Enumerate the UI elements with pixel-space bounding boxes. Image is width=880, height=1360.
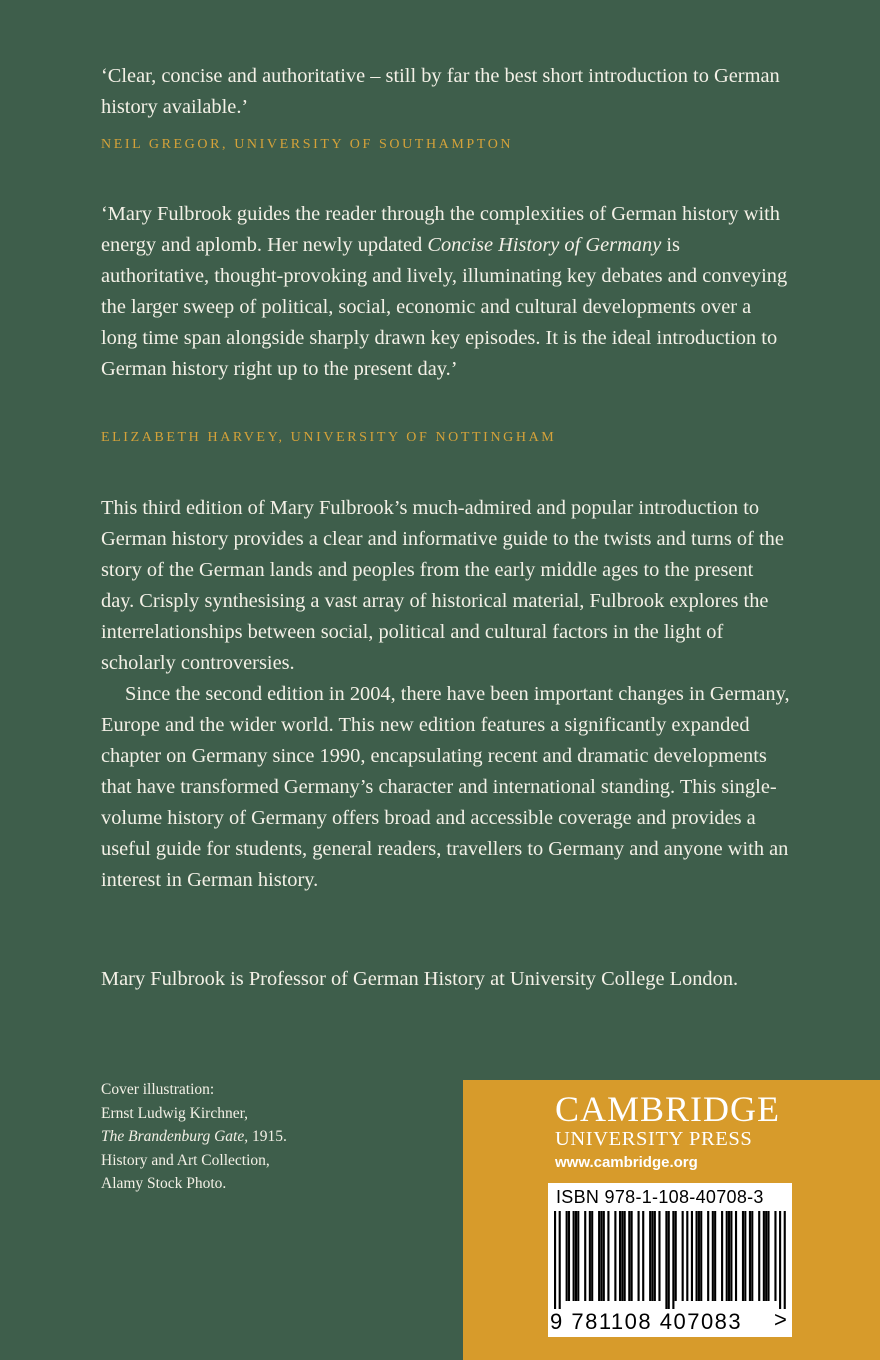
quote-gregor: ‘Clear, concise and authoritative – still by far the best short introduction to German history available.’: [101, 65, 780, 118]
barcode-bar: [758, 1211, 760, 1301]
barcode-bar: [554, 1211, 556, 1309]
description-paragraph-2: Since the second edition in 2004, there have been important changes in Germany, Europe and the wider world. This new edition features a significantly expanded chapter on Germany since 1990, encapsulating recent and dramatic developments that have transformed Germany’s character and international standing. This single-volume history of Germany offers broad and accessible coverage and provides a useful guide for students, general readers, travellers to Germany and anyone with an interest in German history.: [101, 683, 790, 891]
barcode-bar: [765, 1211, 767, 1301]
barcode-bar: [649, 1211, 651, 1301]
barcode-bar: [784, 1211, 786, 1309]
barcode-bar: [779, 1211, 781, 1309]
barcode-bar: [767, 1211, 769, 1301]
publisher-logo: [555, 1090, 855, 1171]
barcode-bar: [712, 1211, 714, 1301]
barcode-bar: [631, 1211, 633, 1301]
barcode-bar: [591, 1211, 593, 1301]
author-bio: Mary Fulbrook is Professor of German History at University College London.: [101, 968, 739, 990]
barcode-bar: [744, 1211, 746, 1301]
barcode-digits: 9 781108 407083: [550, 1309, 743, 1334]
barcode-bar: [774, 1211, 776, 1301]
barcode-bar: [763, 1211, 765, 1301]
barcode-bar: [573, 1211, 575, 1301]
barcode-bar: [675, 1211, 677, 1301]
attribution-gregor: NEIL GREGOR, UNIVERSITY OF SOUTHAMPTON: [101, 137, 514, 152]
barcode-bar: [668, 1211, 670, 1309]
barcode-arrow: >: [774, 1307, 787, 1332]
barcode-bar: [686, 1211, 688, 1301]
publisher-name-cambridge: CAMBRIDGE: [555, 1089, 781, 1129]
barcode-bar: [603, 1211, 605, 1301]
barcode-bar: [619, 1211, 621, 1301]
barcode-bar: [638, 1211, 640, 1301]
barcode-bar: [621, 1211, 623, 1301]
barcode-bar: [749, 1211, 751, 1301]
barcode-bar: [598, 1211, 600, 1301]
barcode-bar: [698, 1211, 700, 1301]
barcode-bar: [735, 1211, 737, 1301]
barcode-bar: [682, 1211, 684, 1301]
barcode-bar: [700, 1211, 702, 1301]
publisher-panel: [463, 1080, 880, 1360]
cover-credit-line-1: Cover illustration:: [101, 1081, 215, 1098]
quote-harvey-book-title: Concise History of Germany: [427, 234, 662, 256]
barcode-bar: [707, 1211, 709, 1301]
barcode-bar: [628, 1211, 630, 1301]
barcode-bar: [751, 1211, 753, 1301]
publisher-name-university-press: UNIVERSITY PRESS: [555, 1128, 753, 1150]
barcode-bar: [730, 1211, 732, 1301]
barcode-bar: [651, 1211, 653, 1301]
barcode-bar: [714, 1211, 716, 1301]
barcode-bar: [696, 1211, 698, 1301]
barcode-bar: [691, 1211, 693, 1301]
quote-harvey: [101, 199, 791, 385]
isbn-label: ISBN 978-1-108-40708-3: [556, 1187, 764, 1207]
barcode-bar: [607, 1211, 609, 1301]
cover-credit-line-5: Alamy Stock Photo.: [101, 1175, 227, 1193]
barcode-bar: [600, 1211, 602, 1301]
barcode-box: [548, 1183, 792, 1337]
barcode-bar: [589, 1211, 591, 1301]
barcode-bar: [728, 1211, 730, 1301]
cover-credit-line-2: Ernst Ludwig Kirchner,: [101, 1104, 249, 1122]
publisher-url: www.cambridge.org: [555, 1154, 698, 1171]
barcode-bar: [654, 1211, 656, 1301]
cover-credit: [101, 1078, 421, 1196]
barcode-bar: [642, 1211, 644, 1301]
barcode-bar: [658, 1211, 660, 1301]
cover-credit-line-3: [101, 1125, 421, 1149]
description-paragraph-1: This third edition of Mary Fulbrook’s much-admired and popular introduction to German history provides a clear and informative guide to the twists and turns of the story of the German lands and peoples from the early middle ages to the present day. Crisply synthesising a vast array of historical material, Fulbrook explores the interrelationships between social, political and cultural factors in the light of scholarly controversies.: [101, 497, 784, 674]
barcode-bar: [721, 1211, 723, 1301]
barcode-bar: [665, 1211, 667, 1309]
barcode-bar: [726, 1211, 728, 1301]
barcode-bar: [614, 1211, 616, 1301]
attribution-harvey: ELIZABETH HARVEY, UNIVERSITY OF NOTTINGHAM: [101, 430, 557, 445]
cover-credit-line-4: History and Art Collection,: [101, 1151, 270, 1169]
quote-harvey-part1: ‘Mary Fulbrook guides the reader through the complexities of German history with energy and aplomb. Her newly updated: [101, 203, 780, 256]
barcode-bar: [575, 1211, 577, 1301]
barcode-bar: [584, 1211, 586, 1301]
quote-harvey-part2: is authoritative, thought-provoking and lively, illuminating key debates and conveying the larger sweep of political, social, economic and cultural developments over a long time span alongside sharply drawn key episodes. It is the ideal introduction to German history right up to the present day.’: [101, 234, 788, 380]
barcode-bar: [624, 1211, 626, 1301]
barcode-bar: [742, 1211, 744, 1301]
artwork-title: The Brandenburg Gate: [101, 1128, 245, 1146]
barcode-bar: [577, 1211, 579, 1301]
barcode-bar: [559, 1211, 561, 1309]
barcode-bar: [568, 1211, 570, 1301]
barcode-bar: [672, 1211, 674, 1309]
barcode-bar: [566, 1211, 568, 1301]
barcode-icon: [554, 1211, 786, 1309]
artwork-year: , 1915.: [244, 1128, 287, 1146]
